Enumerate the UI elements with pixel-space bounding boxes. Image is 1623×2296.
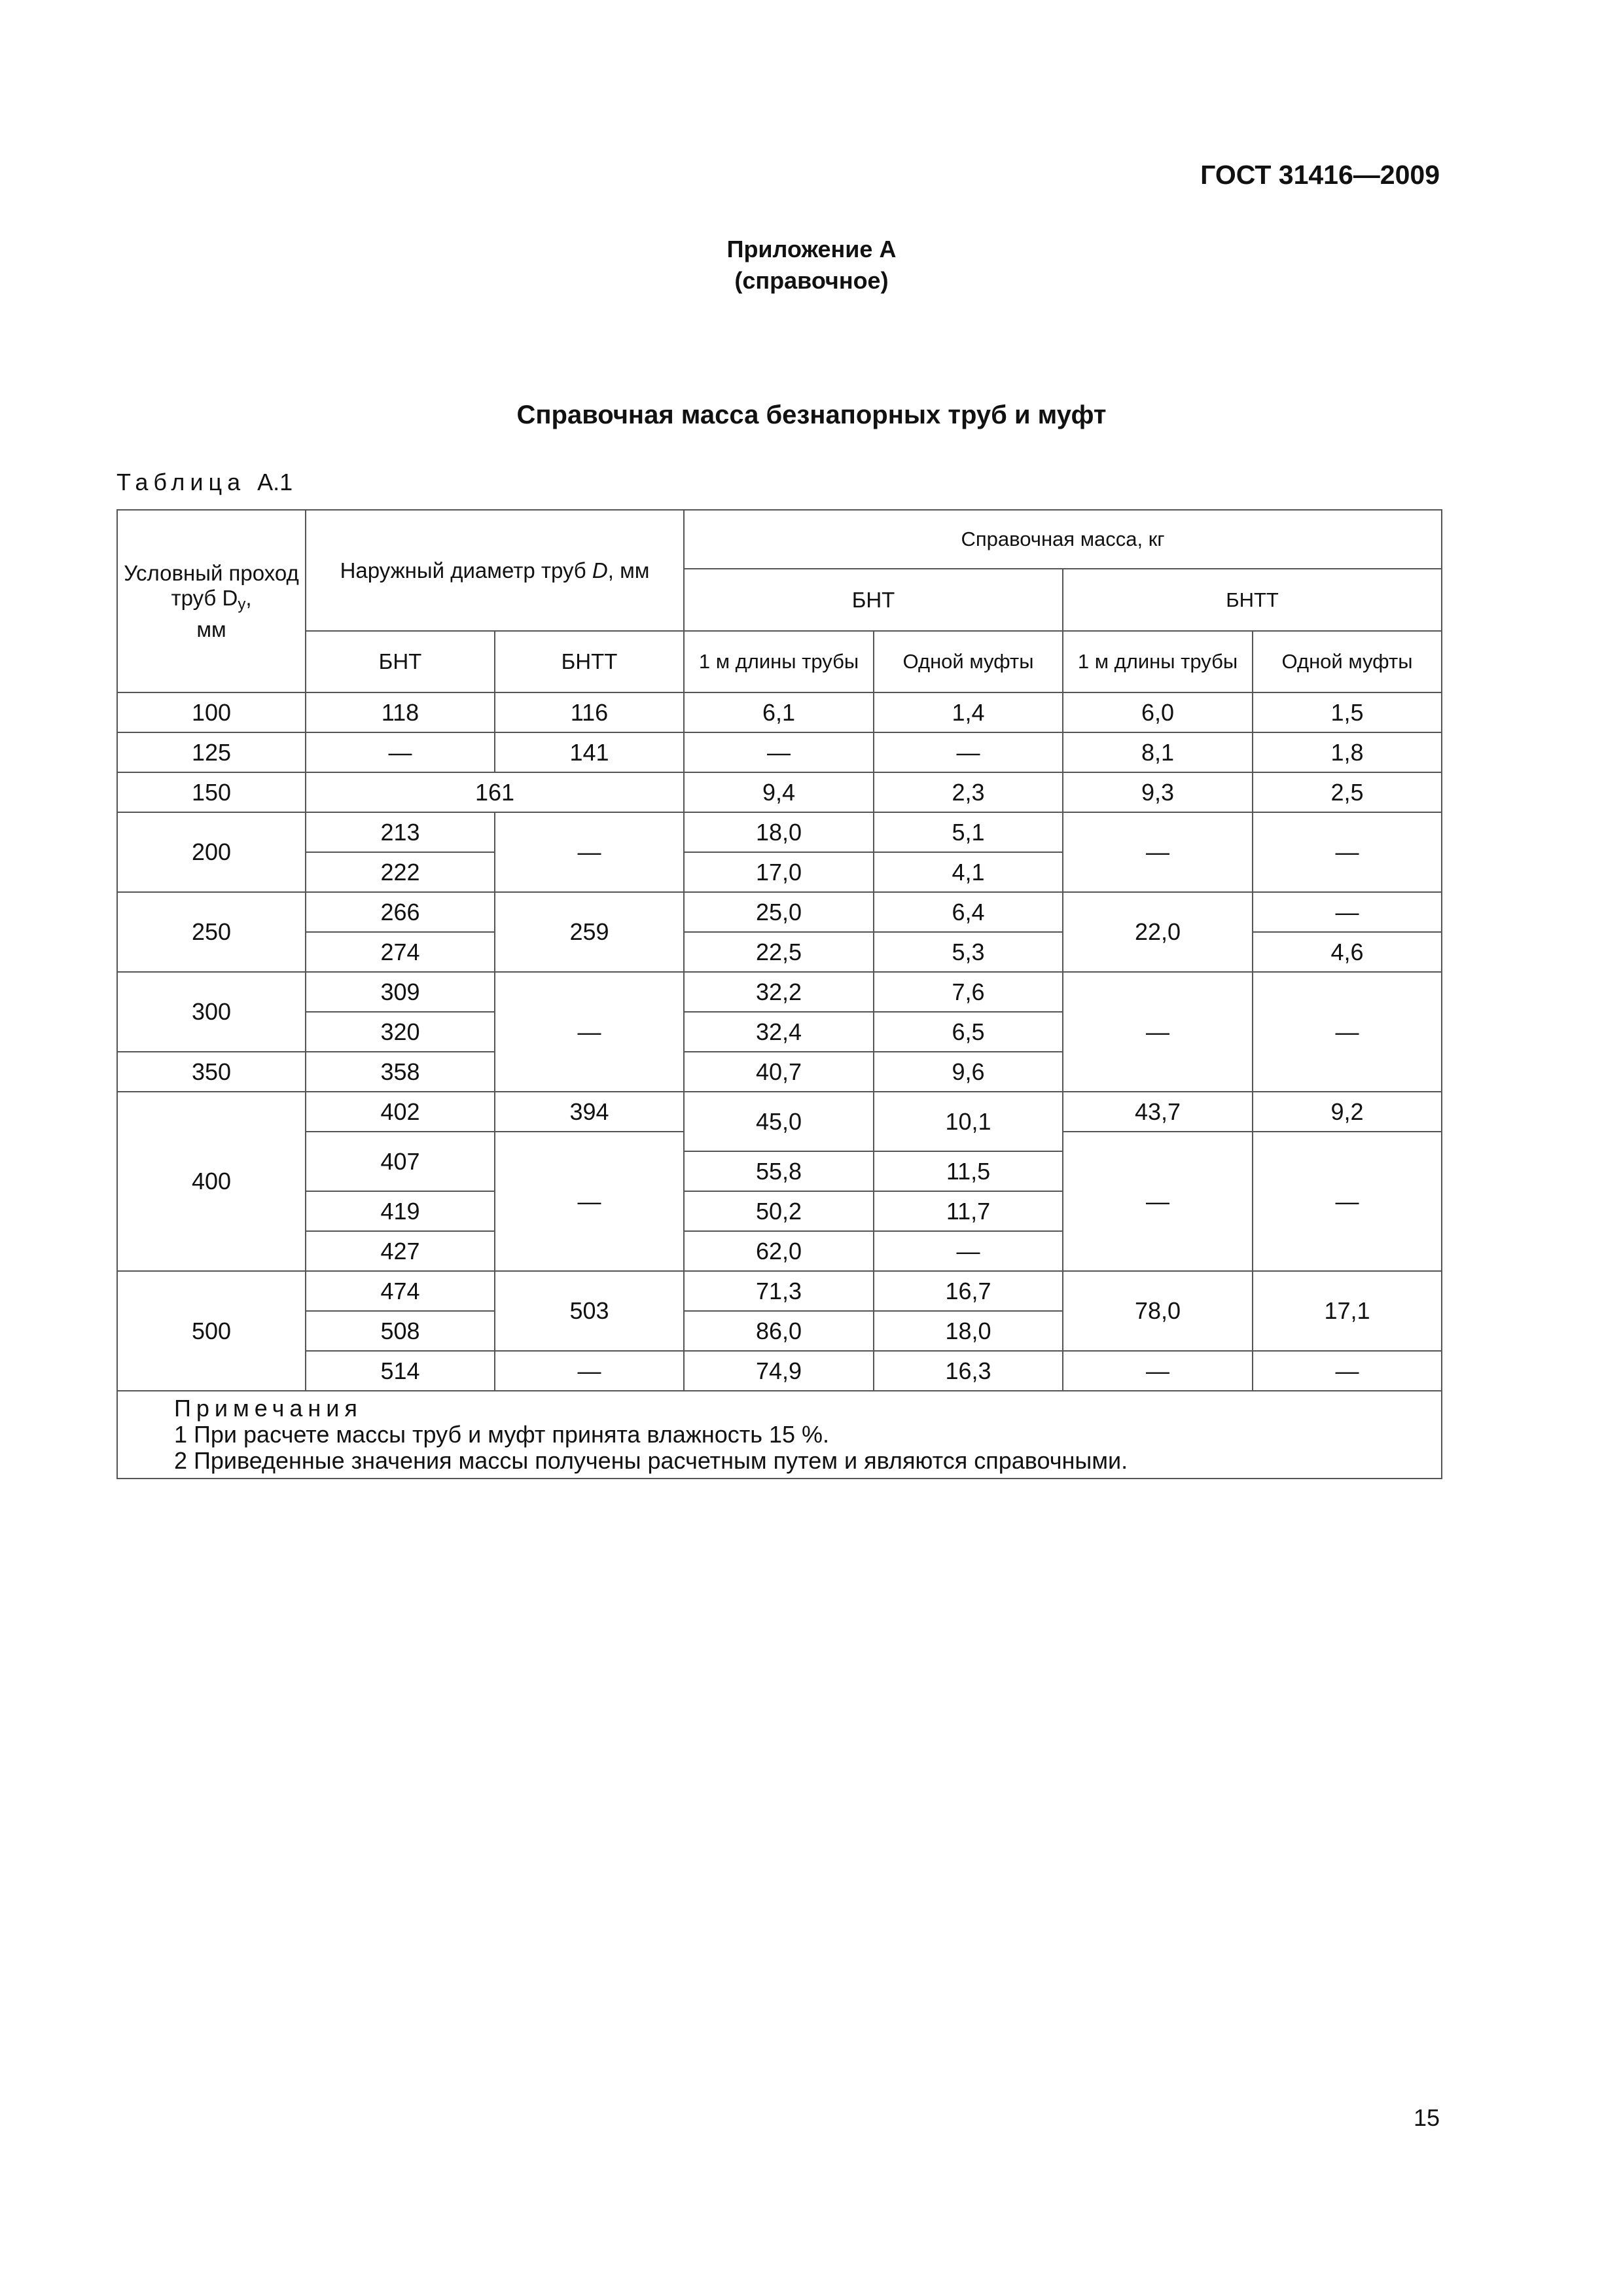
cell: 4,6 [1253, 932, 1442, 972]
cell: — [1253, 972, 1442, 1092]
cell: 407 [306, 1132, 495, 1191]
cell: 7,6 [874, 972, 1063, 1012]
note-item: 1 При расчете массы труб и муфт принята влажность 15 %. [174, 1421, 830, 1448]
cell: 11,7 [874, 1191, 1063, 1231]
cell: — [1253, 1351, 1442, 1391]
cell: 17,0 [684, 852, 874, 892]
cell: 9,6 [874, 1052, 1063, 1092]
appendix-type: (справочное) [734, 267, 889, 294]
cell: 6,5 [874, 1012, 1063, 1052]
cell: 514 [306, 1351, 495, 1391]
cell: 350 [117, 1052, 306, 1092]
cell: 116 [495, 692, 684, 732]
table-row [117, 812, 1442, 852]
cell: 6,0 [1063, 692, 1253, 732]
cell: 141 [495, 732, 684, 772]
cell: 16,3 [874, 1351, 1063, 1391]
cell: — [495, 1351, 684, 1391]
cell: — [495, 1132, 684, 1271]
appendix-heading [0, 234, 1623, 296]
cell: — [1253, 892, 1442, 932]
header-mass-bnt: БНТ [684, 569, 1063, 631]
notes-row [117, 1391, 1442, 1479]
cell: 78,0 [1063, 1271, 1253, 1351]
cell: 1,8 [1253, 732, 1442, 772]
header-outer-diameter-unit: , мм [607, 558, 650, 583]
table-row [117, 1351, 1442, 1391]
header-nominal-passage [117, 510, 306, 692]
cell: — [874, 1231, 1063, 1271]
mass-table [116, 509, 1442, 1479]
cell: 22,5 [684, 932, 874, 972]
cell: — [1253, 1132, 1442, 1271]
cell: 6,1 [684, 692, 874, 732]
cell: 300 [117, 972, 306, 1052]
table-caption-number: А.1 [257, 469, 293, 495]
cell: 309 [306, 972, 495, 1012]
cell: 9,3 [1063, 772, 1253, 812]
page-number: 15 [1413, 2104, 1440, 2131]
cell: 11,5 [874, 1151, 1063, 1191]
cell: — [874, 732, 1063, 772]
cell: 86,0 [684, 1311, 874, 1351]
header-reference-mass: Справочная масса, кг [684, 510, 1442, 569]
table-caption [116, 469, 293, 496]
cell: 17,1 [1253, 1271, 1442, 1351]
table-row [117, 1092, 1442, 1132]
cell: 266 [306, 892, 495, 932]
cell: 161 [306, 772, 684, 812]
header-outer-diameter-symbol: D [592, 558, 608, 583]
cell: — [306, 732, 495, 772]
cell: 474 [306, 1271, 495, 1311]
table-row [117, 1271, 1442, 1311]
cell: 259 [495, 892, 684, 972]
cell: 222 [306, 852, 495, 892]
table-row [117, 972, 1442, 1012]
table-row [117, 692, 1442, 732]
cell: — [1253, 812, 1442, 892]
header-bntt-pipe-meter: 1 м длины трубы [1063, 631, 1253, 692]
cell: 394 [495, 1092, 684, 1132]
header-mass-bntt: БНТТ [1063, 569, 1442, 631]
header-row-1 [117, 510, 1442, 569]
cell: 55,8 [684, 1151, 874, 1191]
cell: 9,4 [684, 772, 874, 812]
cell: 6,4 [874, 892, 1063, 932]
cell: 43,7 [1063, 1092, 1253, 1132]
cell: 503 [495, 1271, 684, 1351]
table-caption-word: Таблица [116, 469, 246, 495]
notes [117, 1391, 1442, 1479]
cell: — [495, 972, 684, 1092]
cell: 125 [117, 732, 306, 772]
document-title: Справочная масса безнапорных труб и муфт [516, 401, 1107, 429]
cell: 118 [306, 692, 495, 732]
cell: 427 [306, 1231, 495, 1271]
cell: 9,2 [1253, 1092, 1442, 1132]
header-row-3 [117, 631, 1442, 692]
cell: 419 [306, 1191, 495, 1231]
cell: 2,3 [874, 772, 1063, 812]
cell: 25,0 [684, 892, 874, 932]
table-row [117, 732, 1442, 772]
cell: 8,1 [1063, 732, 1253, 772]
cell: 40,7 [684, 1052, 874, 1092]
cell: 45,0 [684, 1092, 874, 1151]
cell: 1,4 [874, 692, 1063, 732]
cell: 213 [306, 812, 495, 852]
cell: 32,2 [684, 972, 874, 1012]
notes-title: Примечания [174, 1395, 363, 1422]
cell: 500 [117, 1271, 306, 1391]
cell: — [684, 732, 874, 772]
cell: 508 [306, 1311, 495, 1351]
note-item: 2 Приведенные значения массы получены расчетным путем и являются справочными. [174, 1447, 1128, 1474]
cell: 5,3 [874, 932, 1063, 972]
cell: 320 [306, 1012, 495, 1052]
cell: 5,1 [874, 812, 1063, 852]
cell: 16,7 [874, 1271, 1063, 1311]
header-diameter-bnt: БНТ [306, 631, 495, 692]
standard-number: ГОСТ 31416—2009 [1200, 160, 1440, 190]
cell: 62,0 [684, 1231, 874, 1271]
cell: 2,5 [1253, 772, 1442, 812]
cell: 74,9 [684, 1351, 874, 1391]
cell: 1,5 [1253, 692, 1442, 732]
cell: 71,3 [684, 1271, 874, 1311]
cell: — [1063, 812, 1253, 892]
header-bntt-coupling: Одной муфты [1253, 631, 1442, 692]
header-outer-diameter [306, 510, 684, 631]
cell: 358 [306, 1052, 495, 1092]
cell: 250 [117, 892, 306, 972]
cell: 18,0 [684, 812, 874, 852]
cell: — [1063, 972, 1253, 1092]
header-nominal-passage-comma: , [245, 585, 252, 610]
cell: 200 [117, 812, 306, 892]
header-nominal-passage-sub: у [238, 595, 246, 613]
header-outer-diameter-main: Наружный диаметр труб [340, 558, 592, 583]
cell: 32,4 [684, 1012, 874, 1052]
cell: 50,2 [684, 1191, 874, 1231]
cell: — [1063, 1351, 1253, 1391]
cell: — [495, 812, 684, 892]
cell: — [1063, 1132, 1253, 1271]
header-bnt-pipe-meter: 1 м длины трубы [684, 631, 874, 692]
cell: 22,0 [1063, 892, 1253, 972]
table-row [117, 772, 1442, 812]
cell: 400 [117, 1092, 306, 1271]
cell: 4,1 [874, 852, 1063, 892]
header-nominal-passage-unit: мм [196, 617, 226, 641]
header-diameter-bntt: БНТТ [495, 631, 684, 692]
cell: 10,1 [874, 1092, 1063, 1151]
cell: 402 [306, 1092, 495, 1132]
cell: 274 [306, 932, 495, 972]
cell: 18,0 [874, 1311, 1063, 1351]
header-nominal-passage-main: Условный проход труб D [124, 560, 299, 610]
table-row [117, 892, 1442, 932]
cell: 150 [117, 772, 306, 812]
appendix-label: Приложение А [726, 236, 897, 262]
header-bnt-coupling: Одной муфты [874, 631, 1063, 692]
cell: 100 [117, 692, 306, 732]
